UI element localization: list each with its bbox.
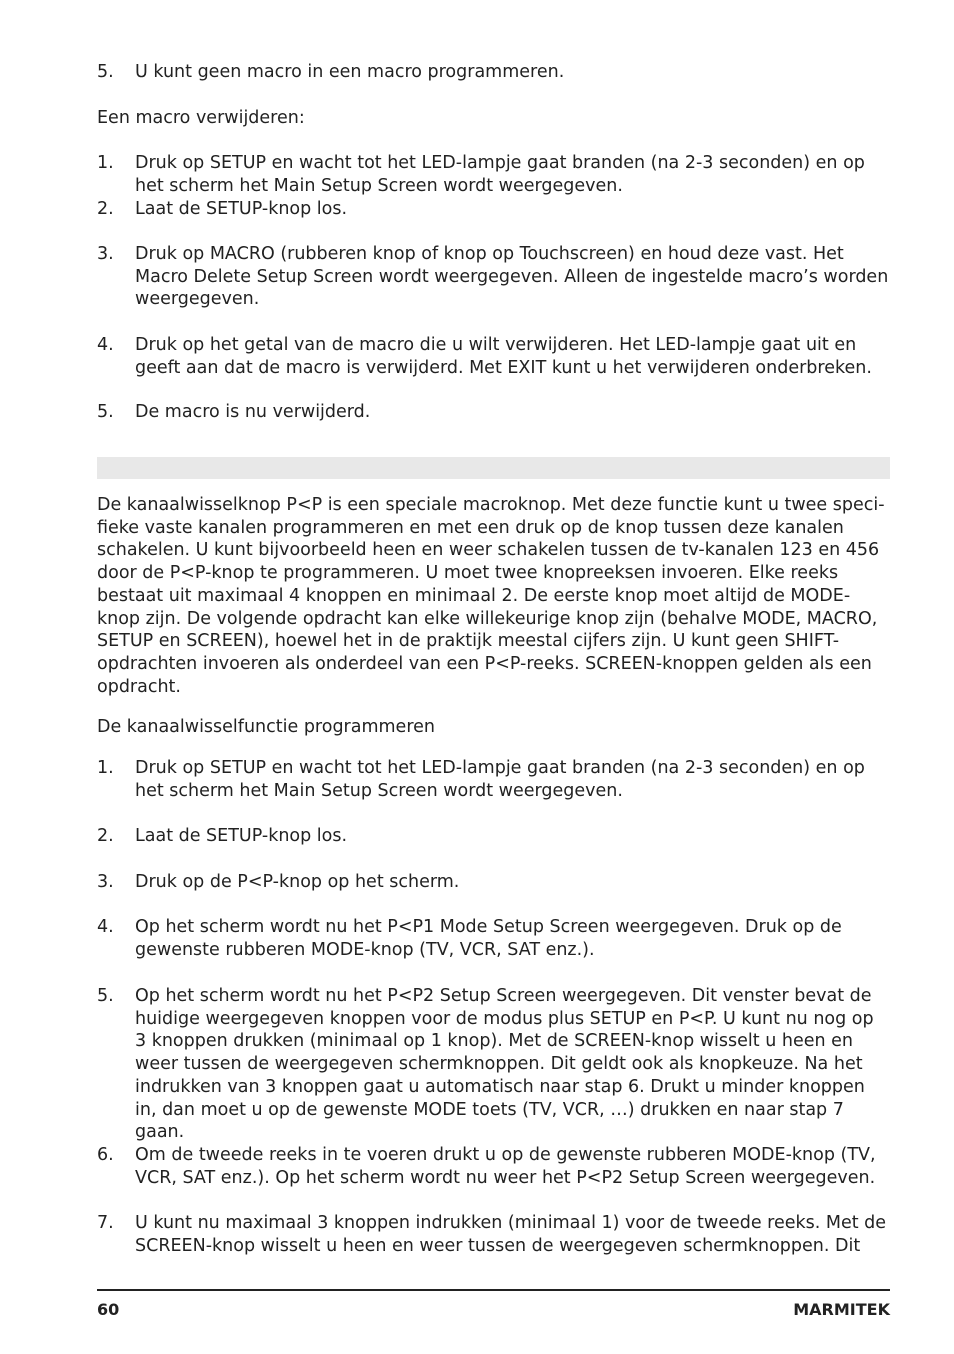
list-text: De macro is nu verwijderd. — [135, 402, 371, 422]
list-text: Op het scherm wordt nu het P<P2 Setup Screen weergegeven. Dit venster bevat de huidige weergegeven knoppen voor de modus plus SETUP en P<P. U kunt nu nog op 3 knoppen drukken (minimaal op 1 knop). Met de SCREEN-knop wisselt u heen en weer tussen de weergegeven schermknoppen. Dit geldt ook als knopkeuze. Na het indrukken van 3 knoppen gaat u automatisch naar stap 6. Drukt u minder knoppen in, dan moet u op de gewenste MODE toets (TV, VCR, …) drukken en naar stap 7 gaan. — [135, 986, 874, 1143]
list-text: Druk op SETUP en wacht tot het LED-lampje gaat branden (na 2-3 seconden) en op het scherm het Main Setup Screen wordt weergegeven. — [135, 758, 865, 801]
list-text: Op het scherm wordt nu het P<P1 Mode Setup Screen weergegeven. Druk op de gewenste rubberen MODE-knop (TV, VCR, SAT enz.). — [135, 917, 842, 960]
list-item — [97, 1144, 890, 1189]
brand-name: MARMITEK — [793, 1300, 890, 1319]
list-number: 2. — [97, 199, 114, 219]
list-number: 1. — [97, 758, 114, 778]
list-number: 4. — [97, 335, 114, 355]
list-item — [97, 871, 890, 894]
list-item — [97, 985, 890, 1144]
page-footer — [97, 1300, 890, 1319]
footer-divider — [97, 1289, 890, 1291]
list-text: Laat de SETUP-knop los. — [135, 826, 348, 846]
list-item — [97, 757, 890, 802]
list-number: 3. — [97, 872, 114, 892]
list-number: 7. — [97, 1213, 114, 1233]
list-item — [97, 1212, 890, 1257]
list-item — [97, 198, 890, 221]
list-item — [97, 334, 890, 379]
list-number: 5. — [97, 986, 114, 1006]
section-header-bar — [97, 457, 890, 479]
list-number: 1. — [97, 153, 114, 173]
list-text: Druk op het getal van de macro die u wilt verwijderen. Het LED-lampje gaat uit en geeft aan dat de macro is verwijderd. Met EXIT kunt u het verwijderen onderbreken. — [135, 335, 872, 378]
list-text: U kunt nu maximaal 3 knoppen indrukken (minimaal 1) voor de tweede reeks. Met de SCREEN-knop wisselt u heen en weer tussen de weergegeven schermknoppen. Dit — [135, 1213, 887, 1256]
list-number: 5. — [97, 402, 114, 422]
list-text: U kunt geen macro in een macro programmeren. — [135, 62, 565, 82]
list-text: Om de tweede reeks in te voeren drukt u op de gewenste rubberen MODE-knop (TV, VCR, SAT enz.). Op het scherm wordt nu weer het P<P2 Setup Screen weergegeven. — [135, 1145, 876, 1188]
list-item — [97, 401, 890, 424]
list-item — [97, 916, 890, 961]
intro-paragraph: De kanaalwisselknop P<P is een speciale macroknop. Met deze functie kunt u twee speci- fieke vaste kanalen programmeren en met een druk op de knop tussen deze kanalen schakelen. U kunt bijvoorbeeld heen en weer schakelen tussen de tv-kanalen 123 en 456 door de P<P-knop te programmeren. U moet twee knopreeksen invoeren. Elke reeks bestaat uit maximaal 4 knoppen en minimaal 2. De eerste knop moet altijd de MODE- knop zijn. De volgende opdracht kan elke willekeurige knop zijn (behalve MODE, MACRO, SETUP en SCREEN), hoewel het in de praktijk meestal cijfers zijn. U kunt geen SHIFT-opdrachten invoeren als onderdeel van een P<P-reeks. SCREEN-knoppen gelden als een opdracht. — [97, 495, 885, 697]
section-heading-program: De kanaalwisselfunctie programmeren — [97, 717, 435, 737]
list-number: 4. — [97, 917, 114, 937]
list-number: 3. — [97, 244, 114, 264]
list-text: Laat de SETUP-knop los. — [135, 199, 348, 219]
list-number: 6. — [97, 1145, 114, 1165]
section-heading-delete: Een macro verwijderen: — [97, 108, 305, 128]
list-item — [97, 243, 890, 311]
list-number: 5. — [97, 62, 114, 82]
list-text: Druk op MACRO (rubberen knop of knop op Touchscreen) en houd deze vast. Het Macro Delete Setup Screen wordt weergegeven. Alleen de ingestelde macro’s worden weergegeven. — [135, 244, 889, 310]
page-number: 60 — [97, 1300, 120, 1319]
list-item — [97, 152, 890, 197]
list-text: Druk op de P<P-knop op het scherm. — [135, 872, 460, 892]
list-number: 2. — [97, 826, 114, 846]
list-item — [97, 825, 890, 848]
list-text: Druk op SETUP en wacht tot het LED-lampje gaat branden (na 2-3 seconden) en op het scherm het Main Setup Screen wordt weergegeven. — [135, 153, 865, 196]
list-item — [97, 61, 890, 84]
